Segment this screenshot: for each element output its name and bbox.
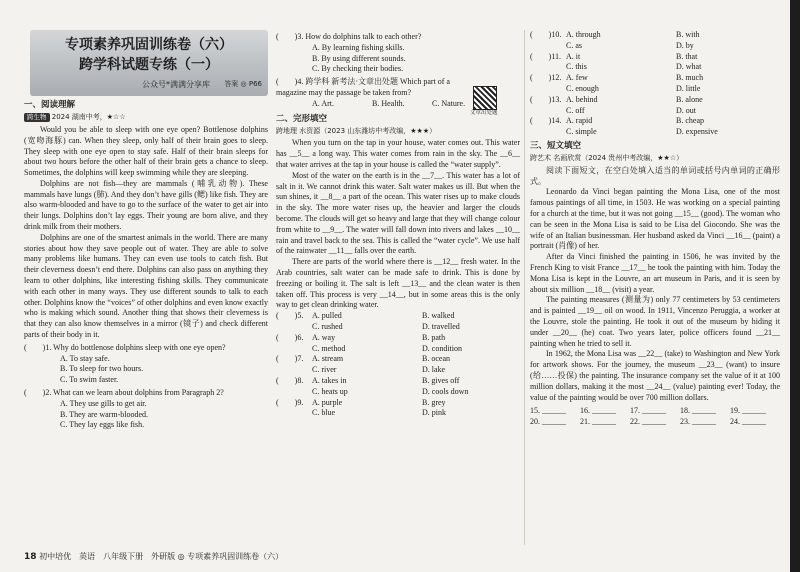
option-c: C. as — [566, 40, 582, 50]
column-divider — [524, 30, 525, 545]
q2-option-a: A. They use gills to get air. — [60, 398, 147, 408]
option-d: D. out — [676, 105, 696, 115]
answer-blank[interactable]: 22. ______ — [630, 417, 666, 427]
option-b: B. gives off — [422, 376, 460, 386]
option-b: B. that — [676, 51, 698, 61]
option-d: D. condition — [422, 343, 462, 353]
footer-text: 初中培优 英语 八年级下册 外研版 ◎ 专项素养巩固训练卷（六） — [39, 552, 284, 561]
passage1-para2: Dolphins are not fish—they are mammals (哺乳动物). These mammals have lungs (肺). And they don’t have gills (鳃) like fish. They are also warm-blooded and have to go to the surface of the water to get air into their lungs. Dolphins don’t lay eggs. Their young are born alive, and they drink milk from their mothers. — [24, 178, 268, 232]
option-c: C. rushed — [312, 322, 343, 332]
option-a: A. through — [566, 30, 601, 39]
q3-option-b: B. By using different sounds. — [312, 53, 406, 63]
qr-code-icon — [473, 86, 497, 110]
part1-heading: 一、阅读理解 — [24, 100, 76, 110]
passage3-para1: Leonardo da Vinci began painting the Mona Lisa, one of the most famous paintings of all time, in 1503. He was working on a special painting for a church at the time, but it was not going __15__ (good). The woman who can be seen in the Mona Lisa is said to be Lisa del Giocondo. She was the wife of an Italian businessman. Her husband asked da Vinci __16__ (paint) a portrait (肖像) of her. — [530, 187, 780, 251]
banner-title-1: 专项素养巩固训练卷（六） — [65, 37, 233, 53]
option-b: B. grey — [422, 397, 446, 407]
option-c: C. heats up — [312, 386, 348, 396]
answer-blanks — [530, 406, 780, 428]
option-a: A. takes in — [312, 376, 347, 386]
answer-blank[interactable]: 23. ______ — [680, 417, 716, 427]
answer-blank[interactable]: 20. ______ — [530, 417, 566, 427]
answer-blank[interactable]: 24. ______ — [730, 417, 766, 427]
passage3-para2: After da Vinci finished the painting in 1506, he was invited by the French King to visit France __17__ he took the painting with him. Today the Mona Lisa is kept in the Louvre, an art museum in Paris, and it is seen by about six million __18__ (visit) a year. — [530, 252, 780, 294]
option-b: B. ocean — [422, 354, 450, 364]
option-a: A. it — [566, 51, 581, 61]
answer-blank[interactable]: 15. ______ — [530, 406, 566, 416]
option-b: B. cheap — [676, 116, 704, 126]
option-c: C. method — [312, 343, 346, 353]
cloze-question-12 — [530, 73, 780, 95]
q1-option-b: B. To sleep for two hours. — [60, 364, 144, 374]
question-4: ( )4. 跨学科 新考法·文章出处题 Which part of a magazine may the passage be taken from? — [276, 77, 450, 97]
part1-source: 跨生物 2024 湖南中考，★☆☆ — [24, 113, 268, 122]
option-d: D. little — [676, 83, 701, 93]
page-footer — [24, 551, 283, 563]
option-d: D. lake — [422, 365, 446, 375]
option-a: A. stream — [312, 354, 344, 364]
q3-option-a: A. By learning fishing skills. — [312, 42, 405, 52]
option-d: D. by — [676, 40, 694, 50]
q4-option-b: B. Health. — [372, 98, 405, 108]
cloze-number: ( )9. — [276, 397, 304, 407]
part3-intro: 阅读下面短文，在空白处填入适当的单词或括号内单词的正确形式。 — [530, 165, 780, 186]
part2-heading: 二、完形填空 — [276, 113, 328, 124]
part3-source: 跨艺术 名画欣赏（2024 贵州中考改编，★★☆） — [530, 154, 684, 163]
cloze-number: ( )14. — [530, 116, 562, 126]
option-b: B. walked — [422, 311, 455, 321]
question-1: ( )1. Why do bottlenose dolphins sleep with one eye open? — [24, 342, 226, 352]
option-d: D. expensive — [676, 127, 718, 137]
page-edge — [790, 0, 800, 572]
cloze-number: ( )13. — [530, 94, 562, 104]
cloze-question-6 — [276, 333, 520, 355]
q4-option-c: C. Nature. — [432, 98, 466, 108]
cloze-question-9 — [276, 398, 520, 420]
option-a: A. way — [312, 332, 336, 342]
answer-blank[interactable]: 19. ______ — [730, 406, 766, 416]
cloze-number: ( )7. — [276, 354, 304, 364]
cloze-options-5-9 — [276, 311, 520, 419]
option-b: B. alone — [676, 94, 703, 104]
passage3-para3: The painting measures (测量为) only 77 centimeters by 53 centimeters and is painted __19__ oil on wood. In 1911, Vincenzo Peruggia, a worker at the Louvre, stole the painting. He took it out of the museum by hiding it under __20__ (he) coat. Two years later, police officers found __21__ painting when he tried to sell it. — [530, 295, 780, 348]
cloze-number: ( )11. — [530, 51, 562, 61]
banner-title-2: 跨学科试题专练（一） — [79, 57, 219, 73]
passage1-para1: Would you be able to sleep with one eye open? Bottlenose dolphins (宽吻海豚) can. When they sleep, only half of their brain goes to sleep. They sleep with one eye open to stay safe. Half of their brain sleeps for about two hours before the other half of their brain gets a chance to sleep. Sometimes, the dolphins will keep swimming while they are sleeping. — [24, 124, 268, 178]
cloze-para1: When you turn on the tap in your house, water comes out. This water has __5__ a long way. This water comes from rain in the sky. The __6__ that water arrives at the tap in your house is called the “water supply”. — [276, 138, 520, 170]
cloze-options-10-14 — [530, 30, 780, 138]
answer-blank[interactable]: 21. ______ — [580, 417, 616, 427]
option-d: D. cools down — [422, 386, 469, 396]
q2-option-b: B. They are warm-blooded. — [60, 409, 149, 419]
cloze-question-7 — [276, 354, 520, 376]
banner-sub: 公众号*满满分享库 — [142, 80, 210, 89]
cloze-number: ( )5. — [276, 311, 304, 321]
cloze-question-13 — [530, 95, 780, 117]
answer-ref: 答案 ◎ P66 — [224, 80, 262, 88]
cloze-question-8 — [276, 376, 520, 398]
option-c: C. enough — [566, 83, 599, 93]
q2-option-c: C. They lay eggs like fish. — [60, 420, 145, 430]
option-a: A. purple — [312, 397, 343, 407]
cloze-question-10 — [530, 30, 780, 52]
cloze-number: ( )6. — [276, 332, 304, 342]
cloze-para2: Most of the water on the earth is in the __7__. This water has a lot of salt in it. We cannot drink this water. Salt water makes us ill. But when the sun shines, it __8__ a part of the ocean. This water rises up to make clouds in the sky. The more water rises up, the heavier and larger the clouds become. The clouds will get so heavy and large that they will change colour from white to __9__. The water will fall down into rivers and lakes __10__ rain and travel back to the sea. This is called the “water cycle”. We use half of the rainwater __11__ falls over the earth. — [276, 170, 520, 256]
answer-blank[interactable]: 16. ______ — [580, 406, 616, 416]
option-a: A. rapid — [566, 116, 593, 126]
question-2: ( )2. What can we learn about dolphins from Paragraph 2? — [24, 388, 224, 398]
q1-option-a: A. To stay safe. — [60, 353, 110, 363]
part2-source: 跨地理 水资源（2023 山东潍坊中考改编，★★★） — [276, 127, 437, 136]
option-d: D. pink — [422, 408, 446, 418]
column-1 — [24, 98, 268, 431]
option-a: A. few — [566, 73, 588, 83]
option-c: C. off — [566, 105, 585, 115]
option-a: A. behind — [566, 94, 598, 104]
title-banner — [30, 30, 268, 96]
q3-option-c: C. By checking their bodies. — [312, 64, 404, 74]
answer-blank[interactable]: 18. ______ — [680, 406, 716, 416]
q4-option-a: A. Art. — [312, 98, 334, 108]
cloze-question-14 — [530, 116, 780, 138]
qr-caption: 文章出处题 — [470, 110, 498, 116]
page-number: 18 — [24, 552, 37, 562]
passage1-para3: Dolphins are one of the smartest animals in the world. There are many stories about how they save people out of water. They are able to solve many problems like humans. They can even use tools to catch fish. But their cleverness doesn’t end there. Dolphins can also pass on anything they learn to other dolphins, like interesting fishing skills. They communicate with each other in many ways. They use different sounds to talk to each other. Dolphins know the “voices” of other dolphins and even know exactly who is making which sound. Another thing that shows their cleverness is that they can also know themselves in a mirror (镜子) and check different parts of their body in it. — [24, 232, 268, 340]
option-b: B. with — [676, 30, 700, 39]
option-a: A. pulled — [312, 311, 342, 321]
answer-blank[interactable]: 17. ______ — [630, 406, 666, 416]
option-c: C. blue — [312, 408, 336, 418]
q1-option-c: C. To swim faster. — [60, 375, 119, 385]
question-3: ( )3. How do dolphins talk to each other? — [276, 32, 422, 41]
cloze-question-5 — [276, 311, 520, 333]
cloze-number: ( )8. — [276, 376, 304, 386]
column-3 — [530, 30, 780, 428]
cloze-number: ( )12. — [530, 73, 562, 83]
option-d: D. what — [676, 62, 702, 72]
option-c: C. river — [312, 365, 337, 375]
option-c: C. simple — [566, 127, 597, 137]
option-d: D. travelled — [422, 322, 460, 332]
cloze-number: ( )10. — [530, 30, 562, 39]
option-b: B. much — [676, 73, 704, 83]
cloze-question-11 — [530, 52, 780, 74]
cloze-para3: There are parts of the world where there is __12__ fresh water. In the Arab countries, salt water can be made safe to drink. This is done by freezing or boiling it. The salt is left __13__ and the clean water is then taken off. This process is very __14__, but in some areas this is the only way to get clean drinking water. — [276, 257, 520, 310]
passage3-para4: In 1962, the Mona Lisa was __22__ (take) to Washington and New York for artwork shows. For the journey, the museum __23__ (want) to insure (给……投保) the painting. The insurance company set the value of it at 100 million dollars, making it the most __24__ (value) painting ever! Today, the value of the painting would be over 700 million dollars. — [530, 349, 780, 402]
option-b: B. path — [422, 332, 446, 342]
option-c: C. this — [566, 62, 587, 72]
part3-heading: 三、短文填空 — [530, 140, 582, 151]
